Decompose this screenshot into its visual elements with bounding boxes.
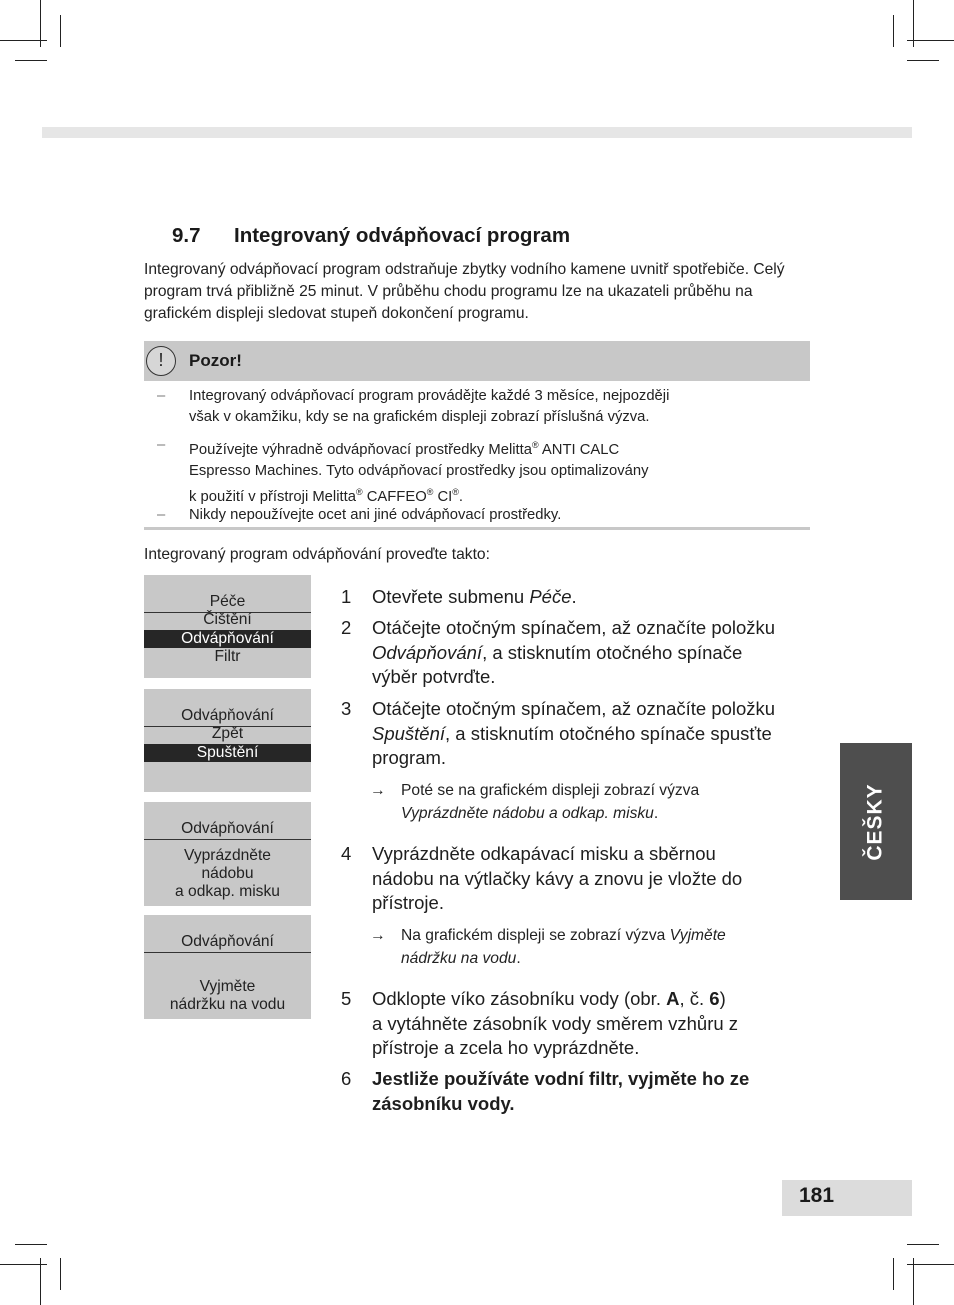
crop-mark bbox=[907, 1244, 939, 1245]
crop-mark bbox=[60, 15, 61, 47]
crop-mark bbox=[60, 1258, 61, 1290]
crop-mark bbox=[40, 1258, 41, 1305]
crop-mark bbox=[15, 60, 47, 61]
menu-title: Odvápňování bbox=[181, 707, 274, 724]
menu-item: Zpět bbox=[211, 725, 244, 742]
screen-message: nádobu bbox=[201, 865, 254, 882]
display-screen-menu bbox=[144, 575, 311, 678]
menu-item: Filtr bbox=[214, 648, 241, 665]
section-title: Integrovaný odvápňovací program bbox=[234, 224, 571, 247]
crop-mark bbox=[907, 40, 954, 41]
section-heading bbox=[172, 224, 570, 248]
crop-mark bbox=[893, 1258, 894, 1290]
screen-message: Vyprázdněte bbox=[184, 847, 271, 864]
header-bar bbox=[42, 127, 912, 138]
page-number: 181 bbox=[799, 1184, 835, 1207]
menu-item: Čištění bbox=[203, 611, 252, 628]
crop-mark bbox=[913, 1258, 914, 1305]
screen-message: nádržku na vodu bbox=[169, 996, 286, 1013]
menu-item-selected: Odvápňování bbox=[144, 630, 311, 648]
procedure-intro: Integrovaný program odvápňování proveďte takto: bbox=[144, 546, 490, 563]
display-screen-empty-tray bbox=[144, 802, 311, 906]
crop-mark bbox=[15, 1244, 47, 1245]
crop-mark bbox=[893, 15, 894, 47]
arrow-right-icon: → bbox=[370, 927, 386, 944]
warning-header bbox=[144, 341, 810, 381]
screen-message: Vyjměte bbox=[199, 978, 256, 995]
crop-mark bbox=[0, 40, 47, 41]
section-number: 9.7 bbox=[172, 224, 201, 247]
display-screen-remove-tank bbox=[144, 915, 311, 1019]
crop-mark bbox=[0, 1264, 47, 1265]
warning-title: Pozor! bbox=[189, 351, 242, 370]
warning-divider bbox=[144, 527, 810, 530]
exclamation-icon: ! bbox=[146, 346, 176, 376]
screen-title: Odvápňování bbox=[181, 820, 274, 837]
screen-message: a odkap. misku bbox=[175, 883, 280, 900]
language-tab-label: ČEŠKY bbox=[864, 782, 888, 861]
arrow-right-icon: → bbox=[370, 782, 386, 799]
crop-mark bbox=[907, 60, 939, 61]
screen-title: Odvápňování bbox=[181, 933, 274, 950]
display-screen-submenu bbox=[144, 689, 311, 792]
crop-mark bbox=[907, 1264, 954, 1265]
intro-paragraph: Integrovaný odvápňovací program odstraňuje zbytky vodního kamene uvnitř spotřebiče. Celý program trvá přibližně 25 minut. V průběhu chodu programu lze na ukazateli průběhu na grafickém displeji sledovat stupeň dokončení programu. bbox=[144, 261, 785, 322]
menu-item-selected: Spuštění bbox=[144, 744, 311, 762]
menu-item: Péče bbox=[209, 593, 246, 610]
